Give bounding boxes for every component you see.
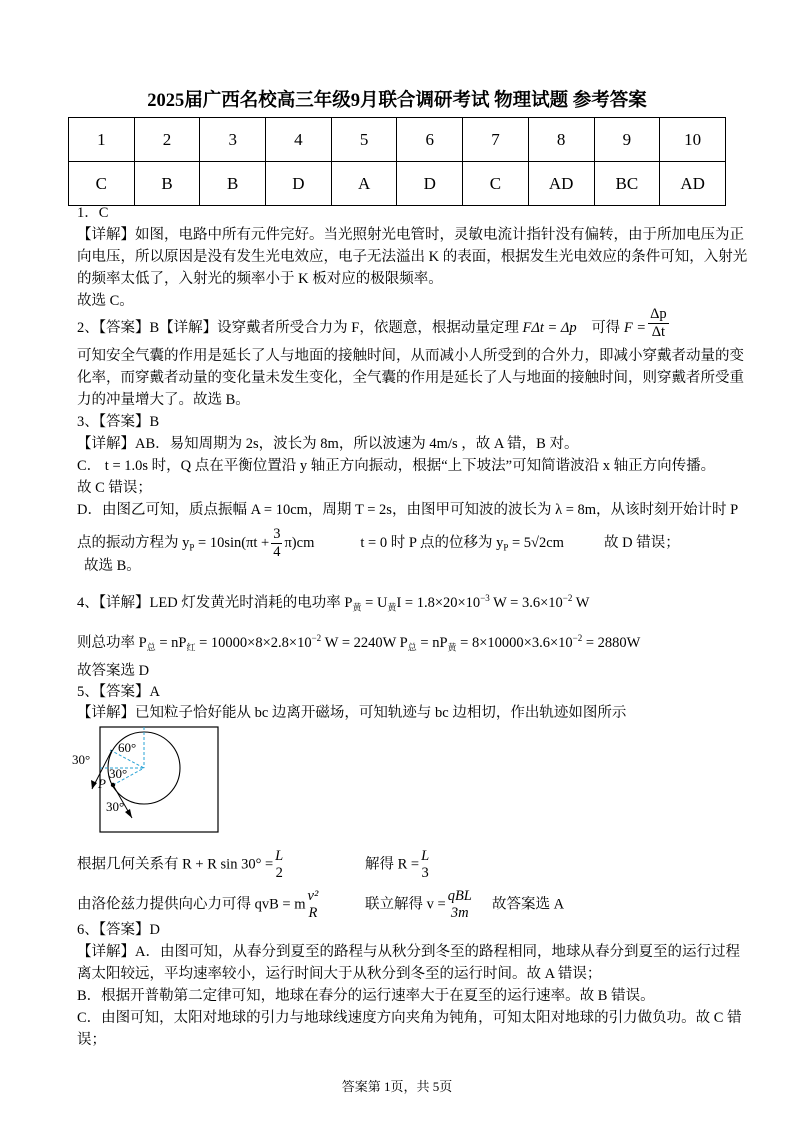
q6-head: 6、【答案】D xyxy=(77,922,160,938)
trajectory-figure xyxy=(70,722,230,837)
q3-formula: π)cm xyxy=(284,534,315,551)
q4-formula: = 10000×8×2.8×10 xyxy=(195,634,312,651)
q1-line: 故选 C。 xyxy=(77,293,134,309)
q1-line: 向电压，所以原因是没有发生光电效应，电子无法溢出 K 的表面，根据发生光电效应的条件可知，入射光 xyxy=(77,249,748,265)
q2-formula: F = xyxy=(623,319,647,336)
q3-line: C． t = 1.0s 时，Q 点在平衡位置沿 y 轴正方向振动，根据“上下坡法”可知简谐波沿 x 轴正方向传播。 xyxy=(77,458,716,474)
q6-line: 误； xyxy=(77,1032,106,1048)
q4-formula: W = 3.6×10 xyxy=(489,594,563,611)
page-footer: 答案第 1页，共 5页 xyxy=(341,1079,453,1094)
fraction-denominator: 2 xyxy=(275,865,283,881)
subscript: 总 xyxy=(146,642,156,653)
angle-label: 30° xyxy=(106,799,125,814)
q5-text: 故答案选 A xyxy=(491,896,565,913)
q2-line xyxy=(77,306,671,341)
superscript: −2 xyxy=(311,633,322,643)
q3-formula: = 5√2cm xyxy=(508,534,564,551)
question-number-cell: 2 xyxy=(134,118,200,162)
angle-label: 30° xyxy=(72,752,91,767)
q4-formula: = 2880W xyxy=(582,634,641,651)
fraction-numerator: v² xyxy=(307,888,319,904)
q4-line xyxy=(77,628,640,658)
q4-formula: W xyxy=(572,594,590,611)
q6-line: C．由图可知，太阳对地球的引力与地球线速度方向夹角为钝角，可知太阳对地球的引力做负功。故 C 错 xyxy=(77,1010,742,1026)
q2-line: 可知安全气囊的作用是延长了人与地面的接触时间，从而减小人所受到的合外力，即减小穿戴者动量的变 xyxy=(77,348,744,364)
q5-line xyxy=(77,848,285,882)
answer-cell: D xyxy=(266,162,332,206)
q5-line xyxy=(77,888,320,922)
q2-line: 力的冲量增大了。故选 B。 xyxy=(77,392,250,408)
q4-formula: = 8×10000×3.6×10 xyxy=(456,634,573,651)
q4-line xyxy=(77,588,589,618)
subscript: 黄 xyxy=(387,602,397,613)
q3-text: 点的振动方程为 y xyxy=(77,534,190,551)
answer-cell: C xyxy=(463,162,529,206)
question-number-cell: 5 xyxy=(331,118,397,162)
q3-line: D．由图乙可知，质点振幅 A = 10cm，周期 T = 2s，由图甲可知波的波长为 λ = 8m，从该时刻开始计时 P xyxy=(77,502,739,518)
q3-formula: = 10sin(πt + xyxy=(194,534,270,551)
answer-cell: B xyxy=(134,162,200,206)
fraction-numerator: L xyxy=(421,848,430,864)
fraction-denominator: Δt xyxy=(651,324,666,340)
q3-text: 故 D 错误； xyxy=(603,534,680,551)
answer-cell: AD xyxy=(528,162,594,206)
q3-line: 故选 B。 xyxy=(84,558,141,574)
table-row-answers xyxy=(69,162,726,206)
q2-line: 化率，而穿戴者动量的变化量未发生变化，全气囊的作用是延长了人与地面的接触时间，则穿戴者所受重 xyxy=(77,370,744,386)
q4-text: 则总功率 P xyxy=(77,634,147,651)
answer-cell: AD xyxy=(660,162,726,206)
q4-formula: W = 2240W P xyxy=(321,634,408,651)
q5-line xyxy=(365,888,564,922)
table-row-numbers xyxy=(69,118,726,162)
q1-line: 【详解】如图，电路中所有元件完好。当光照射光电管时，灵敏电流计指针没有偏转，由于所加电压为正 xyxy=(77,227,744,243)
superscript: −2 xyxy=(572,633,583,643)
q4-formula: I = 1.8×20×10 xyxy=(396,594,481,611)
question-number-cell: 6 xyxy=(397,118,463,162)
q1-head: 1．C xyxy=(77,205,109,221)
q5-line: 【详解】已知粒子恰好能从 bc 边离开磁场，可知轨迹与 bc 边相切，作出轨迹如图所示 xyxy=(77,705,627,721)
fraction-numerator: qBL xyxy=(447,888,472,904)
subscript: 总 xyxy=(407,642,417,653)
point-label: P xyxy=(98,776,106,791)
fraction-denominator: 3 xyxy=(421,865,429,881)
subscript: P xyxy=(189,542,195,553)
angle-label: 60° xyxy=(118,740,137,755)
q6-line: B．根据开普勒第二定律可知，地球在春分的运行速率大于在夏至的运行速率。故 B 错误。 xyxy=(77,988,655,1004)
q1-line: 的频率太低了，入射光的频率小于 K 板对应的极限频率。 xyxy=(77,271,443,287)
superscript: −3 xyxy=(480,593,490,603)
question-number-cell: 9 xyxy=(594,118,660,162)
q5-formula: 根据几何关系有 R + R sin 30° = xyxy=(77,856,274,873)
subscript: P xyxy=(503,542,509,553)
q5-line xyxy=(365,848,431,882)
fraction-denominator: R xyxy=(308,905,318,921)
superscript: −2 xyxy=(562,593,573,603)
q6-line: 离太阳较远，平均速率较小，运行时间大于从秋分到冬至的运行时间。故 A 错误； xyxy=(77,966,602,982)
question-number-cell: 10 xyxy=(660,118,726,162)
q2-formula: FΔt = Δp xyxy=(522,319,577,336)
q3-line: 【详解】AB．易知周期为 2s，波长为 8m，所以波速为 4m/s ，故 A 错，B 对。 xyxy=(77,436,579,452)
q4-formula: = nP xyxy=(155,634,187,651)
fraction-denominator: 4 xyxy=(273,544,281,560)
subscript: 红 xyxy=(186,642,196,653)
answer-cell: D xyxy=(397,162,463,206)
answer-cell: A xyxy=(331,162,397,206)
q6-line: 【详解】A．由图可知，从春分到夏至的路程与从秋分到冬至的路程相同，地球从春分到夏至的运行过程 xyxy=(77,944,740,960)
q2-text: 可得 xyxy=(591,319,621,336)
subscript: 黄 xyxy=(447,642,457,653)
fraction-numerator: Δp xyxy=(650,306,667,322)
q5-formula: 联立解得 v = xyxy=(365,896,446,913)
answer-cell: C xyxy=(69,162,135,206)
question-number-cell: 7 xyxy=(463,118,529,162)
question-number-cell: 1 xyxy=(69,118,135,162)
question-number-cell: 3 xyxy=(200,118,266,162)
fraction-denominator: 3m xyxy=(450,905,469,921)
answer-cell: B xyxy=(200,162,266,206)
q3-text: t = 0 时 P 点的位移为 y xyxy=(360,534,504,551)
q4-formula: = nP xyxy=(416,634,448,651)
page-title: 2025届广西名校高三年级9月联合调研考试 物理试题 参考答案 xyxy=(147,91,647,111)
answer-cell: BC xyxy=(594,162,660,206)
angle-label: 30° xyxy=(109,766,128,781)
answer-table xyxy=(68,117,726,206)
question-number-cell: 4 xyxy=(266,118,332,162)
q4-text: 4、【详解】LED 灯发黄光时消耗的电功率 P xyxy=(77,594,353,611)
q5-formula: 解得 R = xyxy=(365,856,420,873)
q3-line xyxy=(77,526,680,561)
subscript: 黄 xyxy=(352,602,362,613)
q5-head: 5、【答案】A xyxy=(77,684,160,700)
q3-line: 故 C 错误； xyxy=(77,480,152,496)
q3-head: 3、【答案】B xyxy=(77,414,160,430)
question-number-cell: 8 xyxy=(528,118,594,162)
q2-text: 2、【答案】B【详解】设穿戴者所受合力为 F，依题意，根据动量定理 xyxy=(77,319,519,336)
fraction-numerator: L xyxy=(275,848,284,864)
q4-line: 故答案选 D xyxy=(77,663,150,679)
q5-formula: 由洛伦兹力提供向心力可得 qvB = m xyxy=(77,896,306,913)
fraction-numerator: 3 xyxy=(273,526,281,542)
q4-formula: = U xyxy=(361,594,388,611)
